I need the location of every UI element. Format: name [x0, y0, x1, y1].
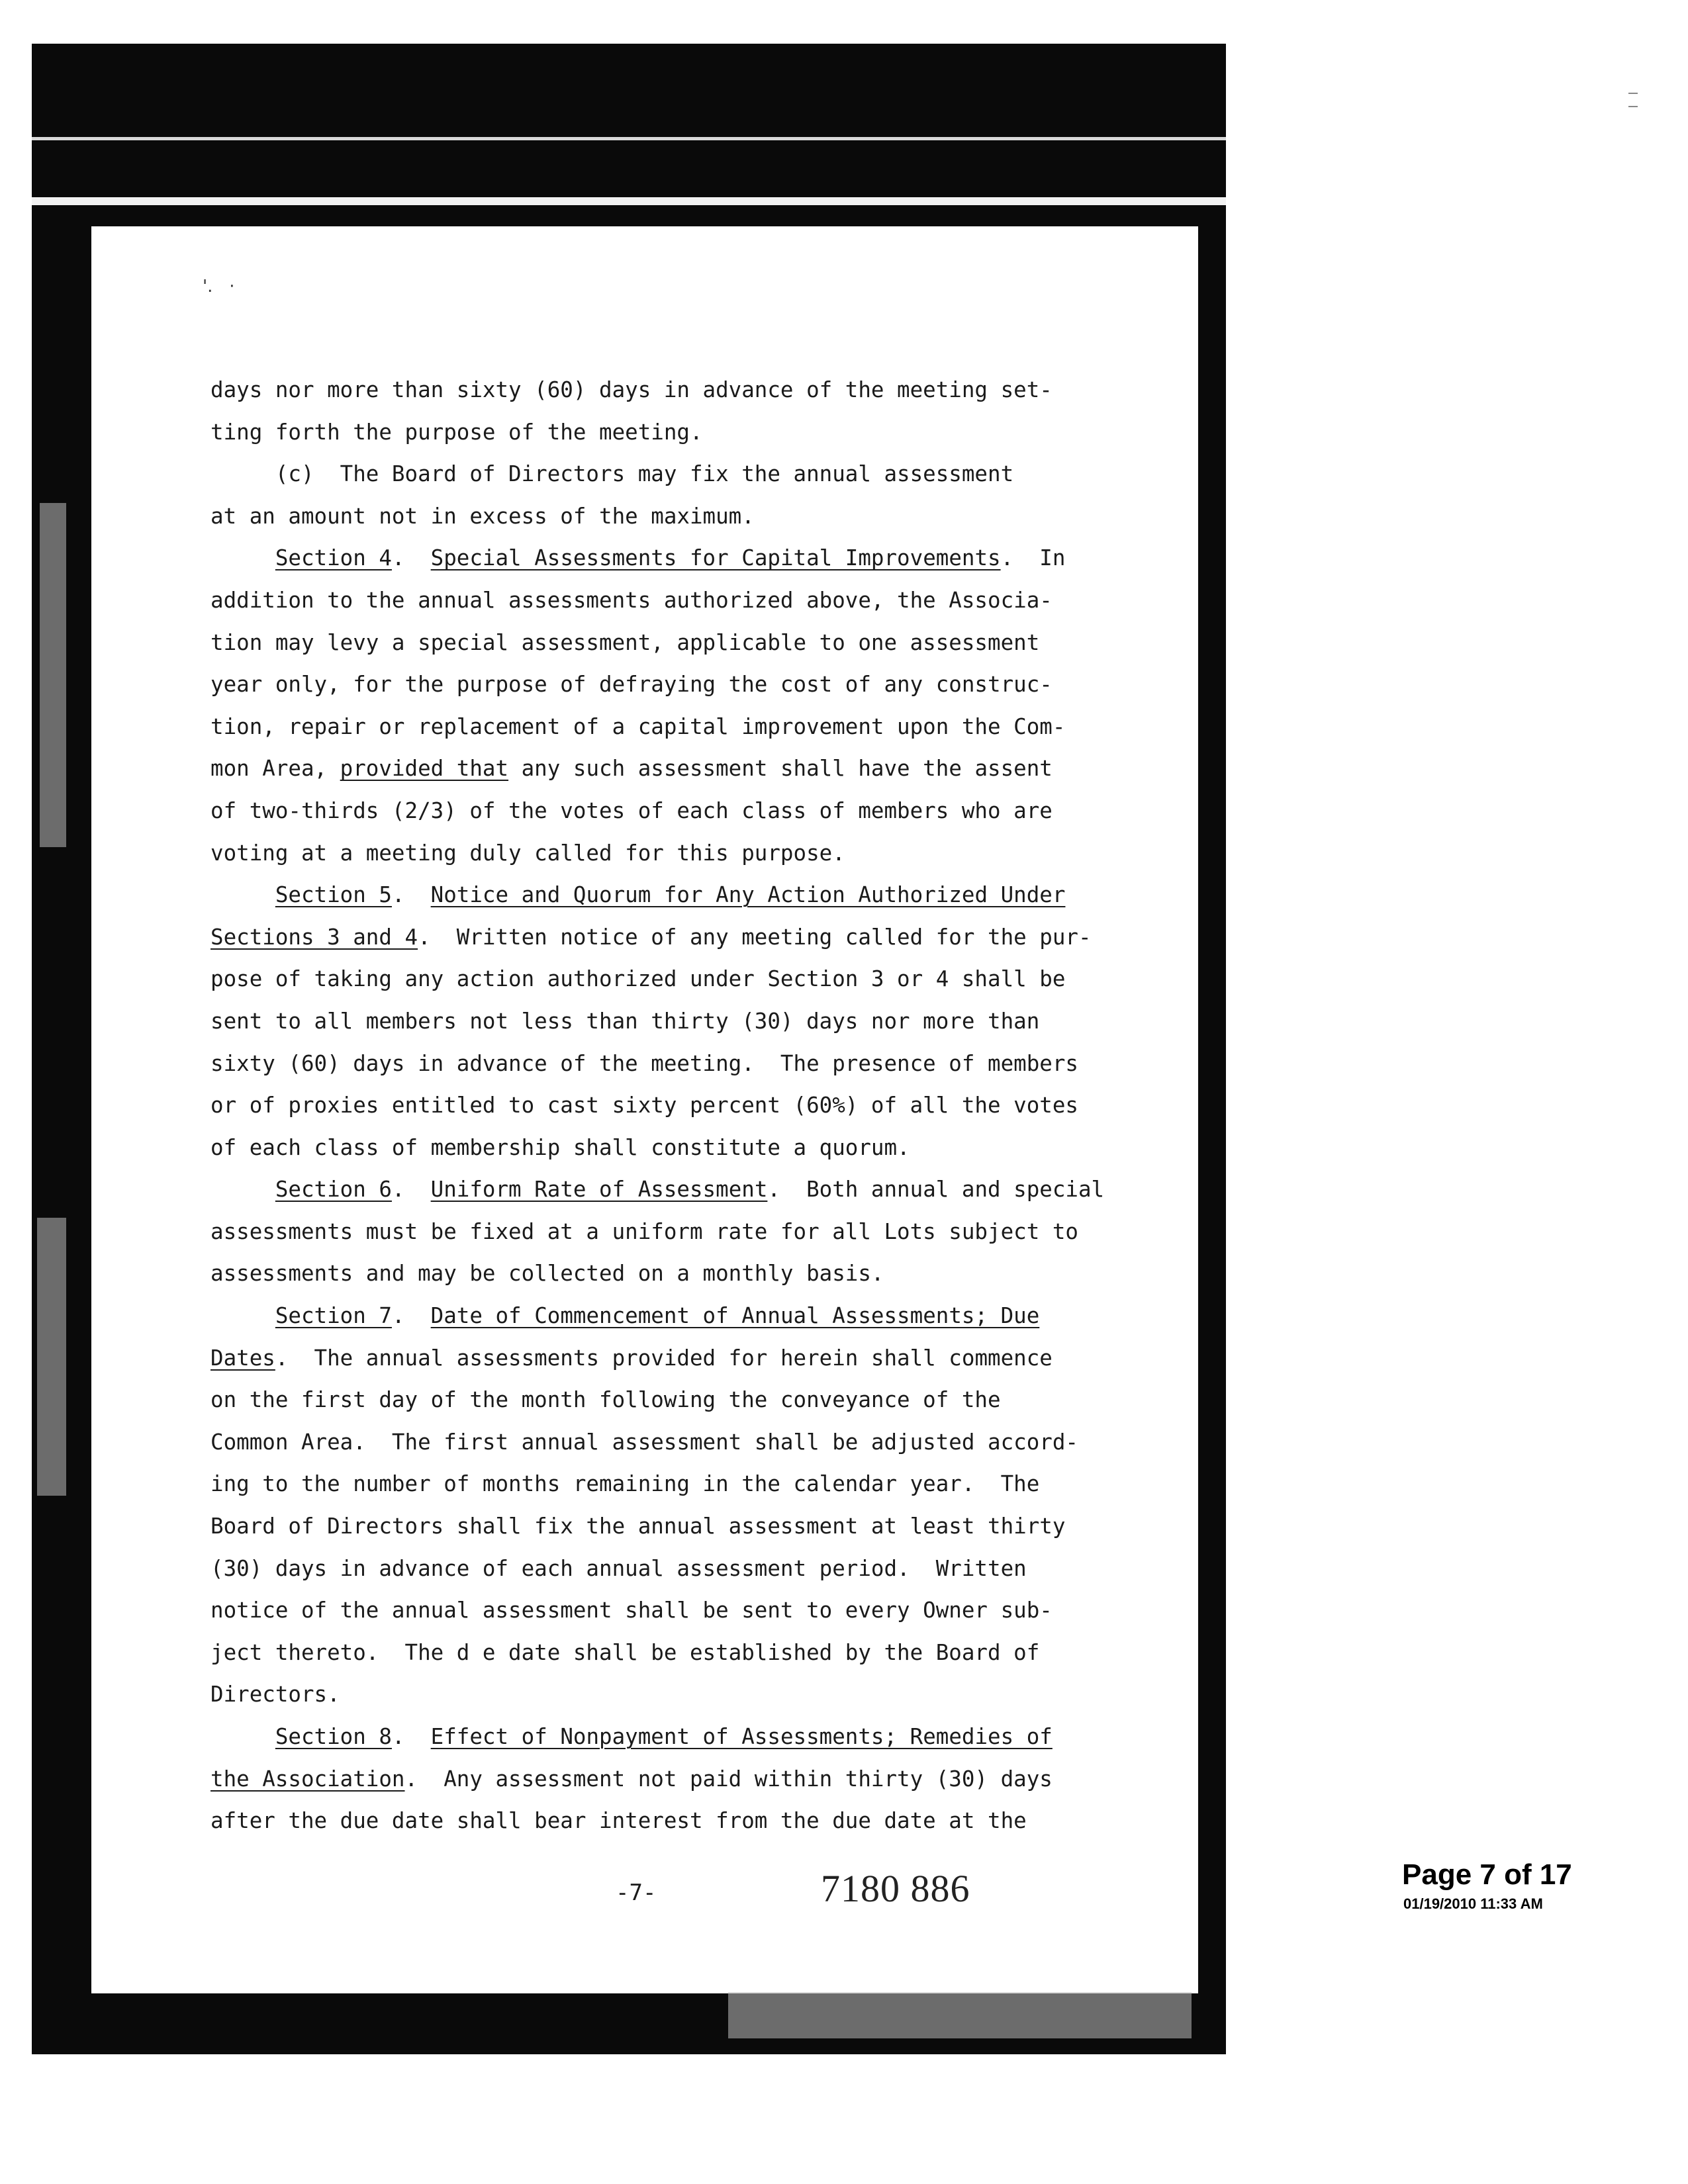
- text-line: [211, 790, 1150, 833]
- text-run: . Any assessment not paid within thirty (30) days: [404, 1766, 1053, 1792]
- scan-rule-line: [32, 137, 1226, 140]
- text-run: assessments must be fixed at a uniform rate for all Lots subject to: [211, 1218, 1078, 1244]
- underlined-heading-text: Date of Commencement of Annual Assessments; Due: [430, 1303, 1040, 1329]
- text-line: [211, 537, 1150, 580]
- underlined-heading-text: Special Assessments for Capital Improvements: [430, 545, 1001, 571]
- text-run: [211, 882, 275, 907]
- text-line: [211, 664, 1150, 706]
- text-line: [211, 1001, 1150, 1043]
- underlined-heading-text: Section 5: [275, 882, 392, 908]
- scan-noise-bottom: [728, 1992, 1192, 2038]
- text-run: [211, 1177, 275, 1202]
- scan-noise-left: [40, 503, 66, 847]
- scan-dot-mark: '. ·: [203, 277, 235, 296]
- page-count-stamp: Page 7 of 17: [1402, 1858, 1572, 1891]
- text-line: [211, 917, 1150, 959]
- text-run: . In: [1000, 545, 1066, 571]
- text-run: ject thereto. The d e date shall be established by the Board of: [211, 1639, 1040, 1665]
- text-line: [211, 580, 1150, 622]
- text-line: [211, 1590, 1150, 1632]
- text-line: [211, 1674, 1150, 1716]
- text-run: assessments and may be collected on a monthly basis.: [211, 1261, 884, 1287]
- text-line: [211, 1800, 1150, 1843]
- text-run: sent to all members not less than thirty (30) days nor more than: [211, 1008, 1040, 1034]
- text-line: [211, 1758, 1150, 1801]
- text-run: of each class of membership shall constitute a quorum.: [211, 1134, 910, 1160]
- text-run: .: [391, 545, 431, 571]
- text-run: days nor more than sixty (60) days in advance of the meeting set-: [211, 377, 1053, 402]
- text-run: Directors.: [211, 1682, 340, 1707]
- text-line: [211, 748, 1150, 790]
- text-run: (30) days in advance of each annual assessment period. Written: [211, 1555, 1027, 1581]
- text-run: . The annual assessments provided for herein shall commence: [275, 1345, 1053, 1371]
- underlined-heading-text: Section 6: [275, 1177, 392, 1203]
- text-run: addition to the annual assessments authorized above, the Associa-: [211, 587, 1053, 613]
- text-line: [211, 1422, 1150, 1464]
- underlined-heading-text: the Association: [211, 1766, 405, 1792]
- text-line: [211, 1211, 1150, 1253]
- text-line: [211, 1127, 1150, 1169]
- text-line: [211, 1043, 1150, 1085]
- text-run: after the due date shall bear interest from the due date at the: [211, 1808, 1027, 1834]
- text-run: .: [391, 1303, 431, 1329]
- text-run: .: [391, 1177, 431, 1203]
- text-run: on the first day of the month following the conveyance of the: [211, 1387, 1001, 1413]
- text-line: [211, 706, 1150, 749]
- text-run: notice of the annual assessment shall be sent to every Owner sub-: [211, 1598, 1053, 1623]
- book-page-reference: 7180 886: [821, 1867, 970, 1910]
- underlined-heading-text: Uniform Rate of Assessment: [430, 1177, 768, 1203]
- text-run: mon Area,: [211, 756, 340, 782]
- text-run: . Written notice of any meeting called for the pur-: [418, 924, 1092, 950]
- text-line: [211, 1463, 1150, 1506]
- underlined-heading-text: Section 8: [275, 1724, 392, 1749]
- underlined-heading-text: Section 7: [275, 1303, 392, 1329]
- page-number: -7-: [616, 1880, 657, 1906]
- text-run: or of proxies entitled to cast sixty percent (60%) of all the votes: [211, 1093, 1078, 1118]
- text-run: pose of taking any action authorized under Section 3 or 4 shall be: [211, 966, 1066, 992]
- text-run: at an amount not in excess of the maximum.: [211, 503, 755, 529]
- text-run: [211, 1303, 275, 1328]
- text-line: [211, 1295, 1150, 1338]
- text-line: [211, 496, 1150, 538]
- text-line: [211, 874, 1150, 917]
- text-run: [211, 1724, 275, 1749]
- text-line: [211, 1716, 1150, 1758]
- text-line: [211, 1632, 1150, 1674]
- text-line: [211, 622, 1150, 664]
- text-run: of two-thirds (2/3) of the votes of each class of members who are: [211, 797, 1053, 823]
- text-run: .: [391, 882, 431, 908]
- text-run: Common Area. The first annual assessment shall be adjusted accord-: [211, 1429, 1078, 1455]
- text-run: ting forth the purpose of the meeting.: [211, 419, 703, 445]
- text-run: year only, for the purpose of defraying the cost of any construc-: [211, 672, 1053, 698]
- timestamp-stamp: 01/19/2010 11:33 AM: [1403, 1895, 1543, 1912]
- text-line: [211, 1548, 1150, 1590]
- margin-tick: [1628, 106, 1638, 107]
- text-run: .: [391, 1724, 431, 1749]
- document-body-text: [211, 369, 1150, 1843]
- text-line: [211, 1169, 1150, 1211]
- text-line: [211, 833, 1150, 875]
- text-line: [211, 412, 1150, 454]
- text-run: any such assessment shall have the assent: [508, 756, 1053, 782]
- text-run: sixty (60) days in advance of the meeting. The presence of members: [211, 1050, 1078, 1076]
- text-line: [211, 369, 1150, 412]
- text-run: ing to the number of months remaining in the calendar year. The: [211, 1471, 1040, 1497]
- scan-noise-left-lower: [37, 1218, 66, 1496]
- margin-tick: [1628, 93, 1638, 94]
- text-line: [211, 1506, 1150, 1548]
- text-line: [211, 1338, 1150, 1380]
- underlined-heading-text: Section 4: [275, 545, 392, 571]
- text-run: tion, repair or replacement of a capital improvement upon the Com-: [211, 713, 1066, 739]
- text-line: [211, 1085, 1150, 1127]
- underlined-heading-text: Dates: [211, 1345, 275, 1371]
- text-line: [211, 958, 1150, 1001]
- text-run: (c) The Board of Directors may fix the annual assessment: [211, 461, 1014, 487]
- text-run: [211, 545, 275, 570]
- scan-paper-top-edge: [32, 197, 1226, 205]
- underlined-heading-text: provided that: [340, 756, 509, 782]
- underlined-heading-text: Sections 3 and 4: [211, 924, 418, 950]
- text-line: [211, 1379, 1150, 1422]
- text-run: voting at a meeting duly called for this purpose.: [211, 840, 845, 866]
- text-run: . Both annual and special: [767, 1177, 1105, 1203]
- underlined-heading-text: Effect of Nonpayment of Assessments; Remedies of: [430, 1724, 1053, 1749]
- text-run: tion may levy a special assessment, applicable to one assessment: [211, 629, 1040, 655]
- text-line: [211, 1253, 1150, 1295]
- text-run: Board of Directors shall fix the annual assessment at least thirty: [211, 1514, 1066, 1539]
- text-line: [211, 453, 1150, 496]
- underlined-heading-text: Notice and Quorum for Any Action Authorized Under: [430, 882, 1066, 908]
